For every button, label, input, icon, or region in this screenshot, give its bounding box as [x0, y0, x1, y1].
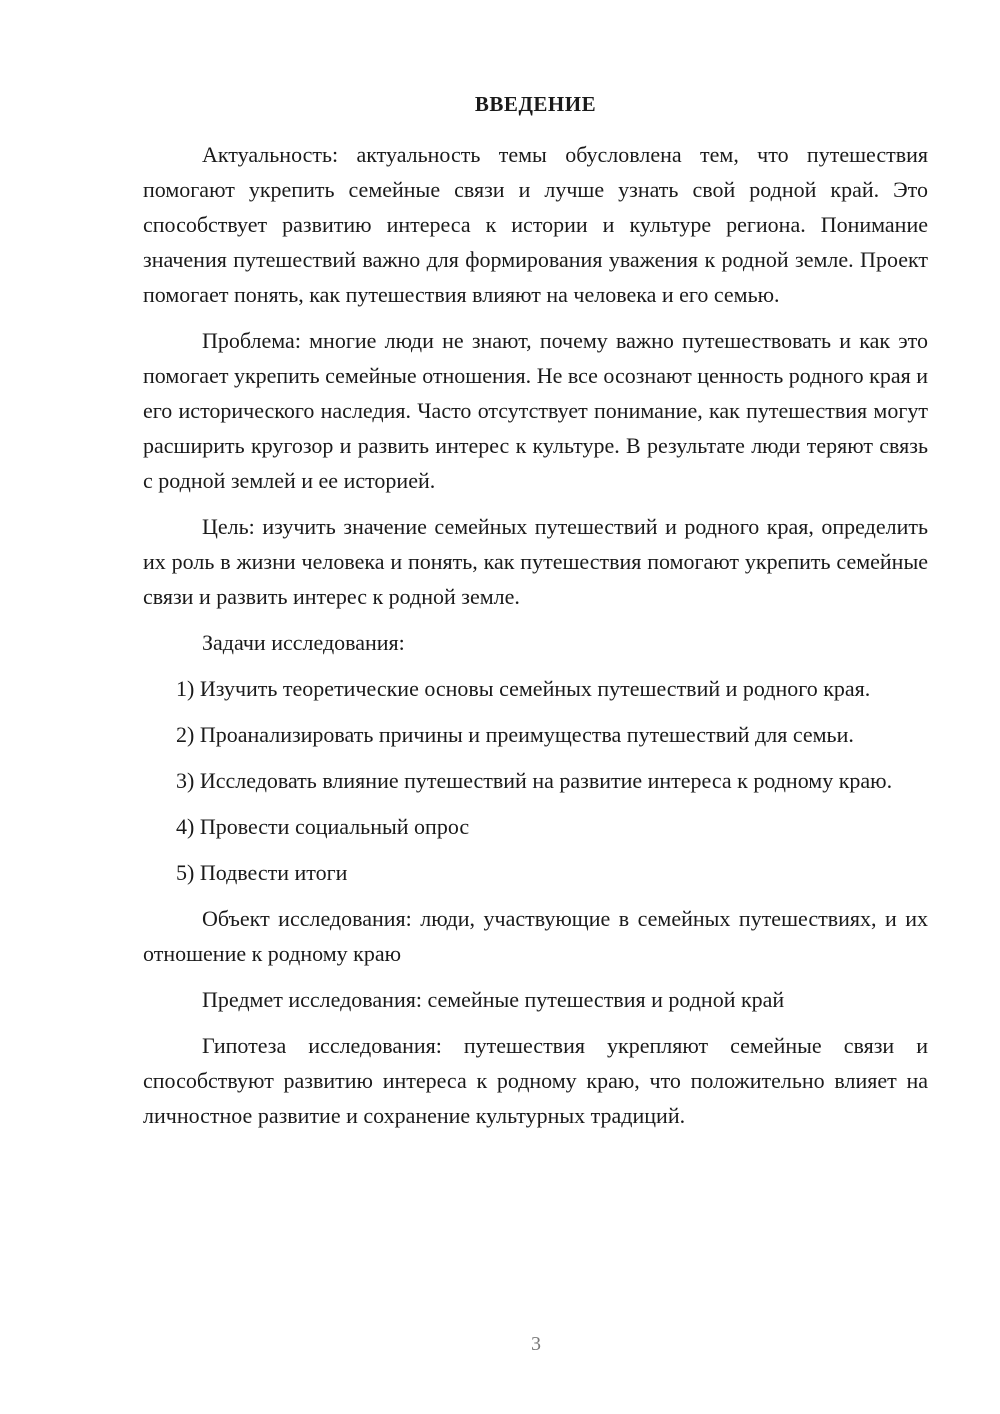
tasks-heading: Задачи исследования:: [202, 630, 405, 655]
problem-paragraph: Проблема: многие люди не знают, почему важно путешествовать и как это помогает укрепить семейные отношения. Не все осознают ценность родного края и его исторического наследия. Часто отсутствует понимание, как путешествия могут расширить кругозор и развить интерес к культуре. В результате люди теряют связь с родной землей и ее историей.: [143, 328, 928, 493]
task-item-5: 5) Подвести итоги: [176, 860, 348, 885]
relevance-paragraph: Актуальность: актуальность темы обусловлена тем, что путешествия помогают укрепить семейные связи и лучше узнать свой родной край. Это способствует развитию интереса к истории и культуре региона. Понимание значения путешествий важно для формирования уважения к родной земле. Проект помогает понять, как путешествия влияют на человека и его семью.: [143, 142, 928, 307]
task-item-4: 4) Провести социальный опрос: [176, 814, 470, 839]
object-paragraph: Объект исследования: люди, участвующие в семейных путешествиях, и их отношение к родному краю: [143, 906, 928, 966]
task-item-3: 3) Исследовать влияние путешествий на развитие интереса к родному краю.: [176, 768, 893, 793]
page-number: 3: [531, 1333, 541, 1355]
goal-paragraph: Цель: изучить значение семейных путешествий и родного края, определить их роль в жизни человека и понять, как путешествия помогают укрепить семейные связи и развить интерес к родной земле.: [143, 514, 928, 609]
task-item-1: 1) Изучить теоретические основы семейных путешествий и родного края.: [176, 676, 871, 701]
document-page: [143, 92, 928, 1144]
page-title: ВВЕДЕНИЕ: [474, 92, 597, 116]
subject-paragraph: Предмет исследования: семейные путешествия и родной край: [202, 987, 785, 1012]
hypothesis-paragraph: Гипотеза исследования: путешествия укрепляют семейные связи и способствуют развитию интереса к родному краю, что положительно влияет на личностное развитие и сохранение культурных традиций.: [143, 1033, 928, 1128]
task-item-2: 2) Проанализировать причины и преимущества путешествий для семьи.: [176, 722, 854, 747]
